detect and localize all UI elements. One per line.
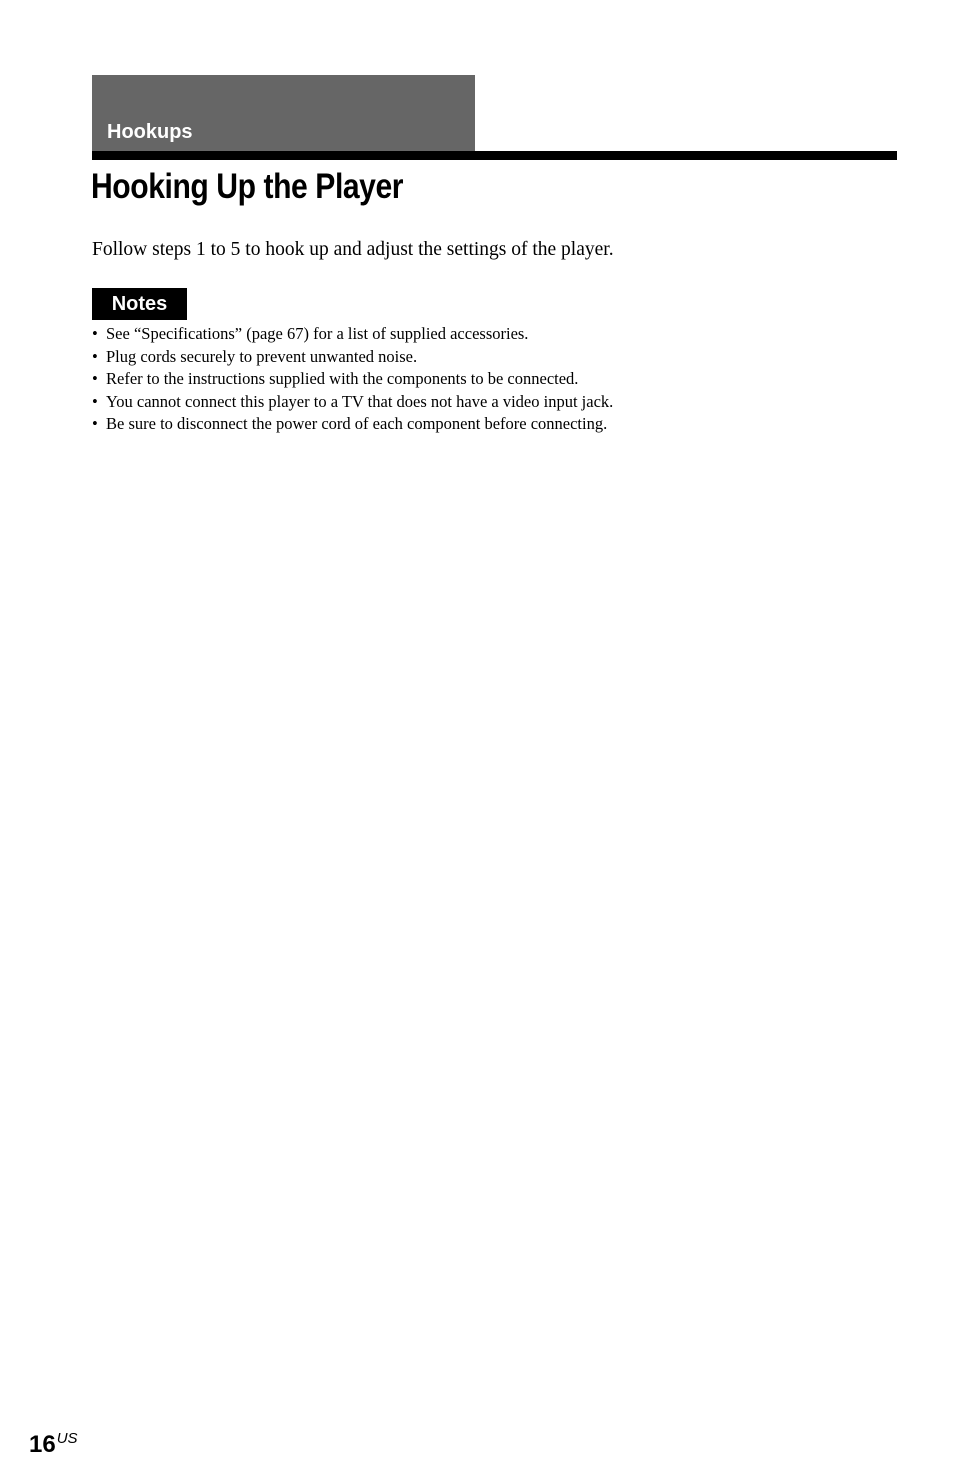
notes-heading: Notes (92, 288, 187, 320)
note-text: Refer to the instructions supplied with the components to be connected. (106, 369, 579, 389)
notes-list (92, 323, 613, 436)
note-text: See “Specifications” (page 67) for a list of supplied accessories. (106, 324, 529, 343)
page-title: Hooking Up the Player (91, 167, 404, 206)
note-text: Be sure to disconnect the power cord of each component before connecting. (106, 414, 608, 434)
bullet: • (92, 346, 98, 366)
list-item (92, 368, 613, 391)
note-text: You cannot connect this player to a TV that does not have a video input jack. (106, 391, 614, 411)
bullet: • (92, 391, 98, 411)
page-region-suffix: US (56, 1430, 78, 1447)
bullet: • (92, 324, 98, 343)
bullet: • (92, 369, 98, 389)
list-item (92, 346, 613, 369)
bullet: • (92, 414, 98, 434)
intro-paragraph: Follow steps 1 to 5 to hook up and adjust the settings of the player. (92, 239, 614, 260)
section-tab (92, 75, 475, 151)
list-item (92, 323, 613, 346)
page-number (29, 1424, 78, 1460)
section-rule (92, 151, 897, 160)
list-item (92, 413, 613, 436)
section-label: Hookups (107, 121, 193, 143)
list-item (92, 391, 613, 414)
page-number-value: 16 (29, 1431, 56, 1458)
note-text: Plug cords securely to prevent unwanted noise. (106, 346, 418, 366)
